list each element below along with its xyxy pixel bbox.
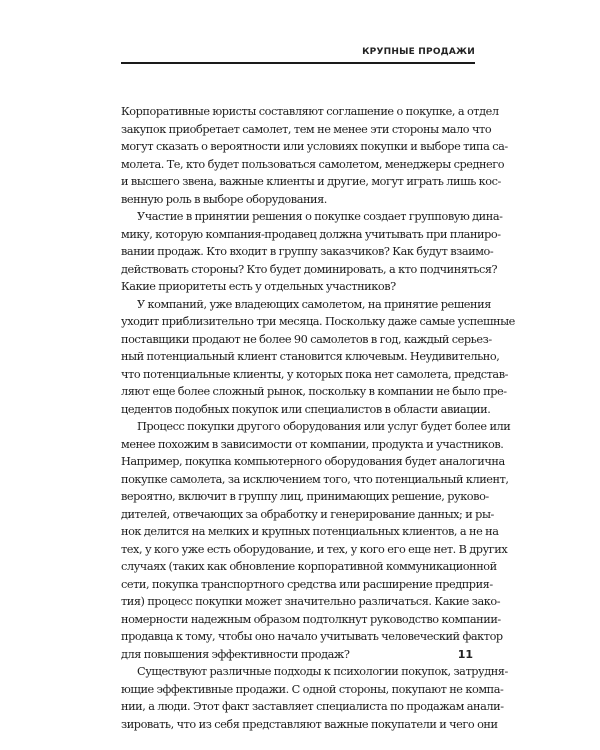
text-line: У компаний, уже владеющих самолетом, на принятие решения — [137, 297, 491, 311]
text-line: Какие приоритеты есть у отдельных участников? — [121, 280, 396, 293]
text-line: нии, а люди. Этот факт заставляет специалиста по продажам анали- — [121, 700, 504, 713]
text-line: вероятно, включит в группу лиц, принимающих решение, руково- — [121, 490, 489, 503]
text-line: покупке самолета, за исключением того, что потенциальный клиент, — [121, 472, 509, 486]
text-line: мику, которую компания-продавец должна учитывать при планиро- — [121, 227, 501, 241]
text-line: ный потенциальный клиент становится ключевым. Неудивительно, — [121, 350, 500, 363]
text-line: Процесс покупки другого оборудования или услуг будет более или — [137, 420, 511, 433]
paragraph — [121, 663, 508, 733]
text-line: для повышения эффективности продаж? — [121, 647, 350, 661]
text-line: и высшего звена, важные клиенты и другие, могут играть лишь кос- — [121, 175, 501, 188]
text-line: продавца к тому, чтобы оно начало учитывать человеческий фактор — [121, 630, 503, 643]
text-line: ляют еще более сложный рынок, поскольку в компании не было пре- — [121, 385, 507, 398]
text-line: уходит приблизительно три месяца. Поскольку даже самые успешные — [121, 315, 515, 328]
paragraph — [121, 296, 515, 419]
paragraph — [121, 103, 508, 208]
text-line: менее похожим в зависимости от компании, продукта и участников. — [121, 437, 504, 451]
text-line: нок делится на мелких и крупных потенциальных клиентов, а не на — [121, 525, 499, 538]
text-line: дителей, отвечающих за обработку и генерирование данных; и ры- — [121, 507, 494, 521]
paragraph — [121, 418, 511, 663]
text-line: венную роль в выборе оборудования. — [121, 192, 327, 206]
text-line: цедентов подобных покупок или специалистов в области авиации. — [121, 402, 491, 416]
text-line: вании продаж. Кто входит в группу заказчиков? Как будут взаимо- — [121, 245, 494, 258]
text-line: ющие эффективные продажи. С одной стороны, покупают не компа- — [121, 682, 504, 696]
text-line: поставщики продают не более 90 самолетов в год, каждый серьез- — [121, 332, 492, 346]
page-body — [121, 103, 515, 733]
text-line: номерности надежным образом подтолкнут руководство компании- — [121, 612, 501, 626]
header-rule — [121, 62, 475, 64]
running-header-title: КРУПНЫЕ ПРОДАЖИ — [362, 47, 475, 57]
text-line: Участие в принятии решения о покупке создает групповую дина- — [137, 210, 503, 223]
text-line: случаях (таких как обновление корпоративной коммуникационной — [121, 560, 497, 573]
text-line: тия) процесс покупки может значительно различаться. Какие зако- — [121, 595, 501, 608]
text-line: действовать стороны? Кто будет доминировать, а кто подчиняться? — [121, 262, 498, 276]
text-line: Существуют различные подходы к психологии покупок, затрудня- — [137, 665, 508, 678]
text-line: молета. Те, кто будет пользоваться самолетом, менеджеры среднего — [121, 157, 505, 171]
text-line: тех, у кого уже есть оборудование, и тех, у кого его еще нет. В других — [121, 542, 508, 556]
text-line: закупок приобретает самолет, тем не менее эти стороны мало что — [121, 122, 492, 136]
text-line: зировать, что из себя представляют важные покупатели и чего они — [121, 717, 498, 731]
text-line: сети, покупка транспортного средства или расширение предприя- — [121, 577, 493, 591]
text-line: Например, покупка компьютерного оборудования будет аналогична — [121, 455, 505, 468]
text-line: Корпоративные юристы составляют соглашение о покупке, а отдел — [121, 105, 499, 118]
page-number: 11 — [457, 648, 473, 661]
text-line: что потенциальные клиенты, у которых пока нет самолета, представ- — [121, 367, 508, 381]
paragraph — [121, 208, 503, 296]
text-line: могут сказать о вероятности или условиях покупки и выборе типа са- — [121, 140, 508, 153]
